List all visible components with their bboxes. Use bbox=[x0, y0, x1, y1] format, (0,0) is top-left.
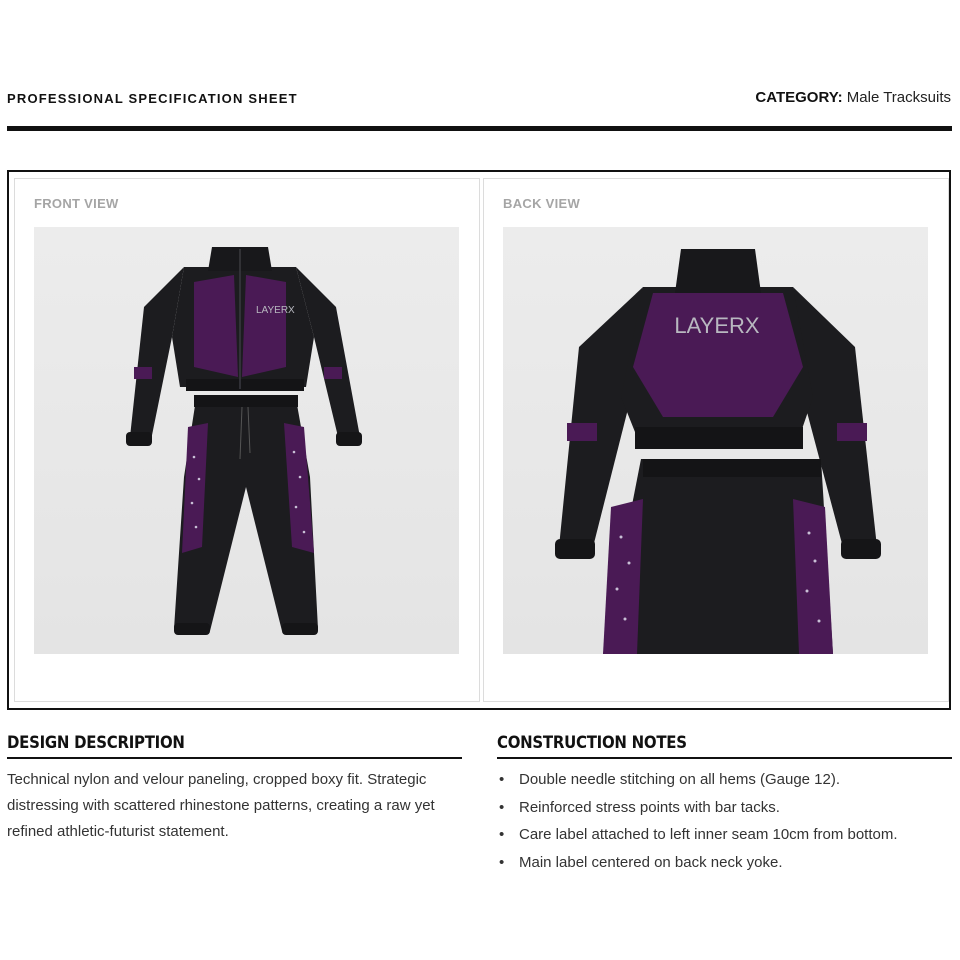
category-label: CATEGORY: bbox=[755, 89, 843, 106]
front-view-image bbox=[34, 227, 459, 654]
views-frame bbox=[7, 170, 951, 710]
design-description-rule bbox=[7, 757, 462, 759]
construction-notes-list bbox=[497, 766, 957, 876]
front-view-panel bbox=[14, 178, 480, 702]
construction-note-text: Main label centered on back neck yoke. bbox=[519, 853, 783, 871]
bullet-icon: • bbox=[499, 798, 505, 816]
construction-note-text: Care label attached to left inner seam 10cm from bottom. bbox=[519, 826, 898, 843]
design-description-text: Technical nylon and velour paneling, cropped boxy fit. Strategic distressing with scattered rhinestone patterns, creating a raw yet refined athletic-futurist statement. bbox=[7, 771, 435, 840]
front-logo-text: LAYERX bbox=[256, 305, 295, 316]
front-tracksuit-illustration bbox=[34, 227, 459, 654]
back-view-image bbox=[503, 227, 928, 654]
bullet-icon: • bbox=[499, 853, 505, 871]
construction-note-text: Reinforced stress points with bar tacks. bbox=[519, 798, 780, 816]
bullet-icon: • bbox=[499, 771, 505, 788]
construction-note-item bbox=[497, 821, 957, 849]
back-logo-text: LAYERX bbox=[674, 313, 760, 338]
sheet-title: PROFESSIONAL SPECIFICATION SHEET bbox=[7, 91, 298, 106]
back-tracksuit-illustration bbox=[503, 227, 928, 654]
front-view-label: FRONT VIEW bbox=[34, 196, 119, 211]
bullet-icon: • bbox=[499, 826, 505, 843]
construction-notes-title: CONSTRUCTION NOTES bbox=[497, 733, 687, 753]
construction-notes-rule bbox=[497, 757, 952, 759]
header-divider bbox=[7, 126, 952, 131]
back-view-panel bbox=[483, 178, 949, 702]
construction-note-item bbox=[497, 794, 957, 822]
category-value: Male Tracksuits bbox=[846, 89, 951, 106]
design-description-title: DESIGN DESCRIPTION bbox=[7, 733, 185, 753]
back-view-label: BACK VIEW bbox=[503, 196, 581, 211]
category-info bbox=[755, 89, 951, 106]
construction-note-item bbox=[497, 766, 957, 794]
construction-note-item bbox=[497, 849, 957, 877]
construction-note-text: Double needle stitching on all hems (Gauge 12). bbox=[519, 771, 841, 788]
